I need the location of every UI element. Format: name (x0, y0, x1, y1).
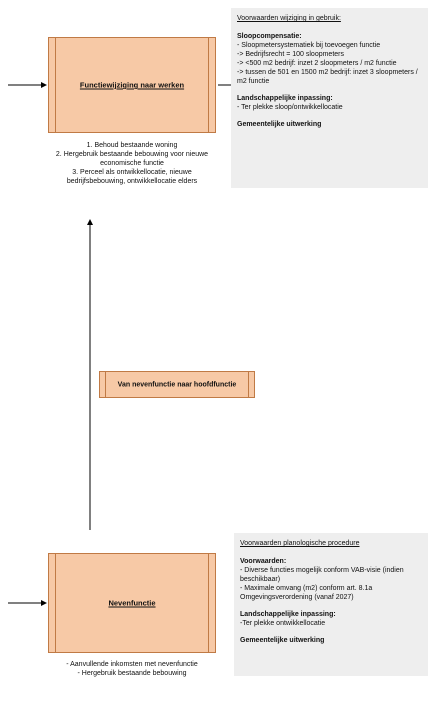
sloop-line: -> Bedrijfsrecht = 100 sloopmeters (237, 51, 344, 58)
box-left-bar (105, 372, 106, 397)
box-nevenfunctie (48, 553, 216, 653)
box-left-bar (55, 38, 56, 132)
box-right-bar (208, 554, 209, 652)
voorwaarden-heading: Voorwaarden: (240, 558, 287, 565)
note-item: - Hergebruik bestaande bebouwing (77, 670, 187, 677)
box-nevenfunctie-label: Nevenfunctie (108, 598, 156, 608)
panel-voorwaarden-planologisch (234, 533, 428, 676)
sloop-line: -> tussen de 501 en 1500 m2 bedrijf: inzet 3 sloopmeters / m2 functie (237, 69, 418, 85)
note-item: 2. Hergebruik bestaande bebouwing voor nieuwe economische functie (55, 151, 209, 167)
box-nevenfunctie-naar-hoofdfunctie (99, 371, 255, 398)
box-functiewijziging (48, 37, 216, 133)
sloop-heading: Sloopcompensatie: (237, 33, 302, 40)
box-right-bar (248, 372, 249, 397)
landschap-line: -Ter plekke ontwikkellocatie (240, 620, 326, 627)
panel-title: Voorwaarden wijziging in gebruik: (237, 15, 341, 22)
voorwaarden-line: - Diverse functies mogelijk conform VAB-visie (indien beschikbaar) (240, 567, 404, 583)
landschap-heading: Landschappelijke inpassing: (240, 611, 336, 618)
bottom-notes (48, 660, 216, 678)
voorwaarden-line: - Maximale omvang (m2) conform art. 8.1a Omgevingsverordening (vanaf 2027) (240, 585, 373, 601)
sloop-line: - Sloopmetersystematiek bij toevoegen functie (237, 42, 381, 49)
note-item: 1. Behoud bestaande woning (86, 142, 178, 149)
note-item: - Aanvullende inkomsten met nevenfunctie (66, 661, 198, 668)
gemeentelijk-label: Gemeentelijke uitwerking (240, 637, 325, 644)
landschap-line: - Ter plekke sloop/ontwikkellocatie (237, 104, 343, 111)
note-item: 3. Perceel als ontwikkellocatie, nieuwe bedrijfsbebouwing, ontwikkellocatie elders (66, 169, 198, 185)
sloop-line: -> <500 m2 bedrijf: inzet 2 sloopmeters / m2 functie (237, 60, 397, 67)
top-notes (48, 141, 216, 186)
box-left-bar (55, 554, 56, 652)
gemeentelijk-label: Gemeentelijke uitwerking (237, 121, 322, 128)
transition-label: Van nevenfunctie naar hoofdfunctie (117, 381, 237, 388)
box-right-bar (208, 38, 209, 132)
panel-title: Voorwaarden planologische procedure (240, 540, 360, 547)
box-functiewijziging-label: Functiewijziging naar werken (79, 80, 185, 90)
panel-voorwaarden-wijziging (231, 8, 428, 188)
landschap-heading: Landschappelijke inpassing: (237, 95, 333, 102)
